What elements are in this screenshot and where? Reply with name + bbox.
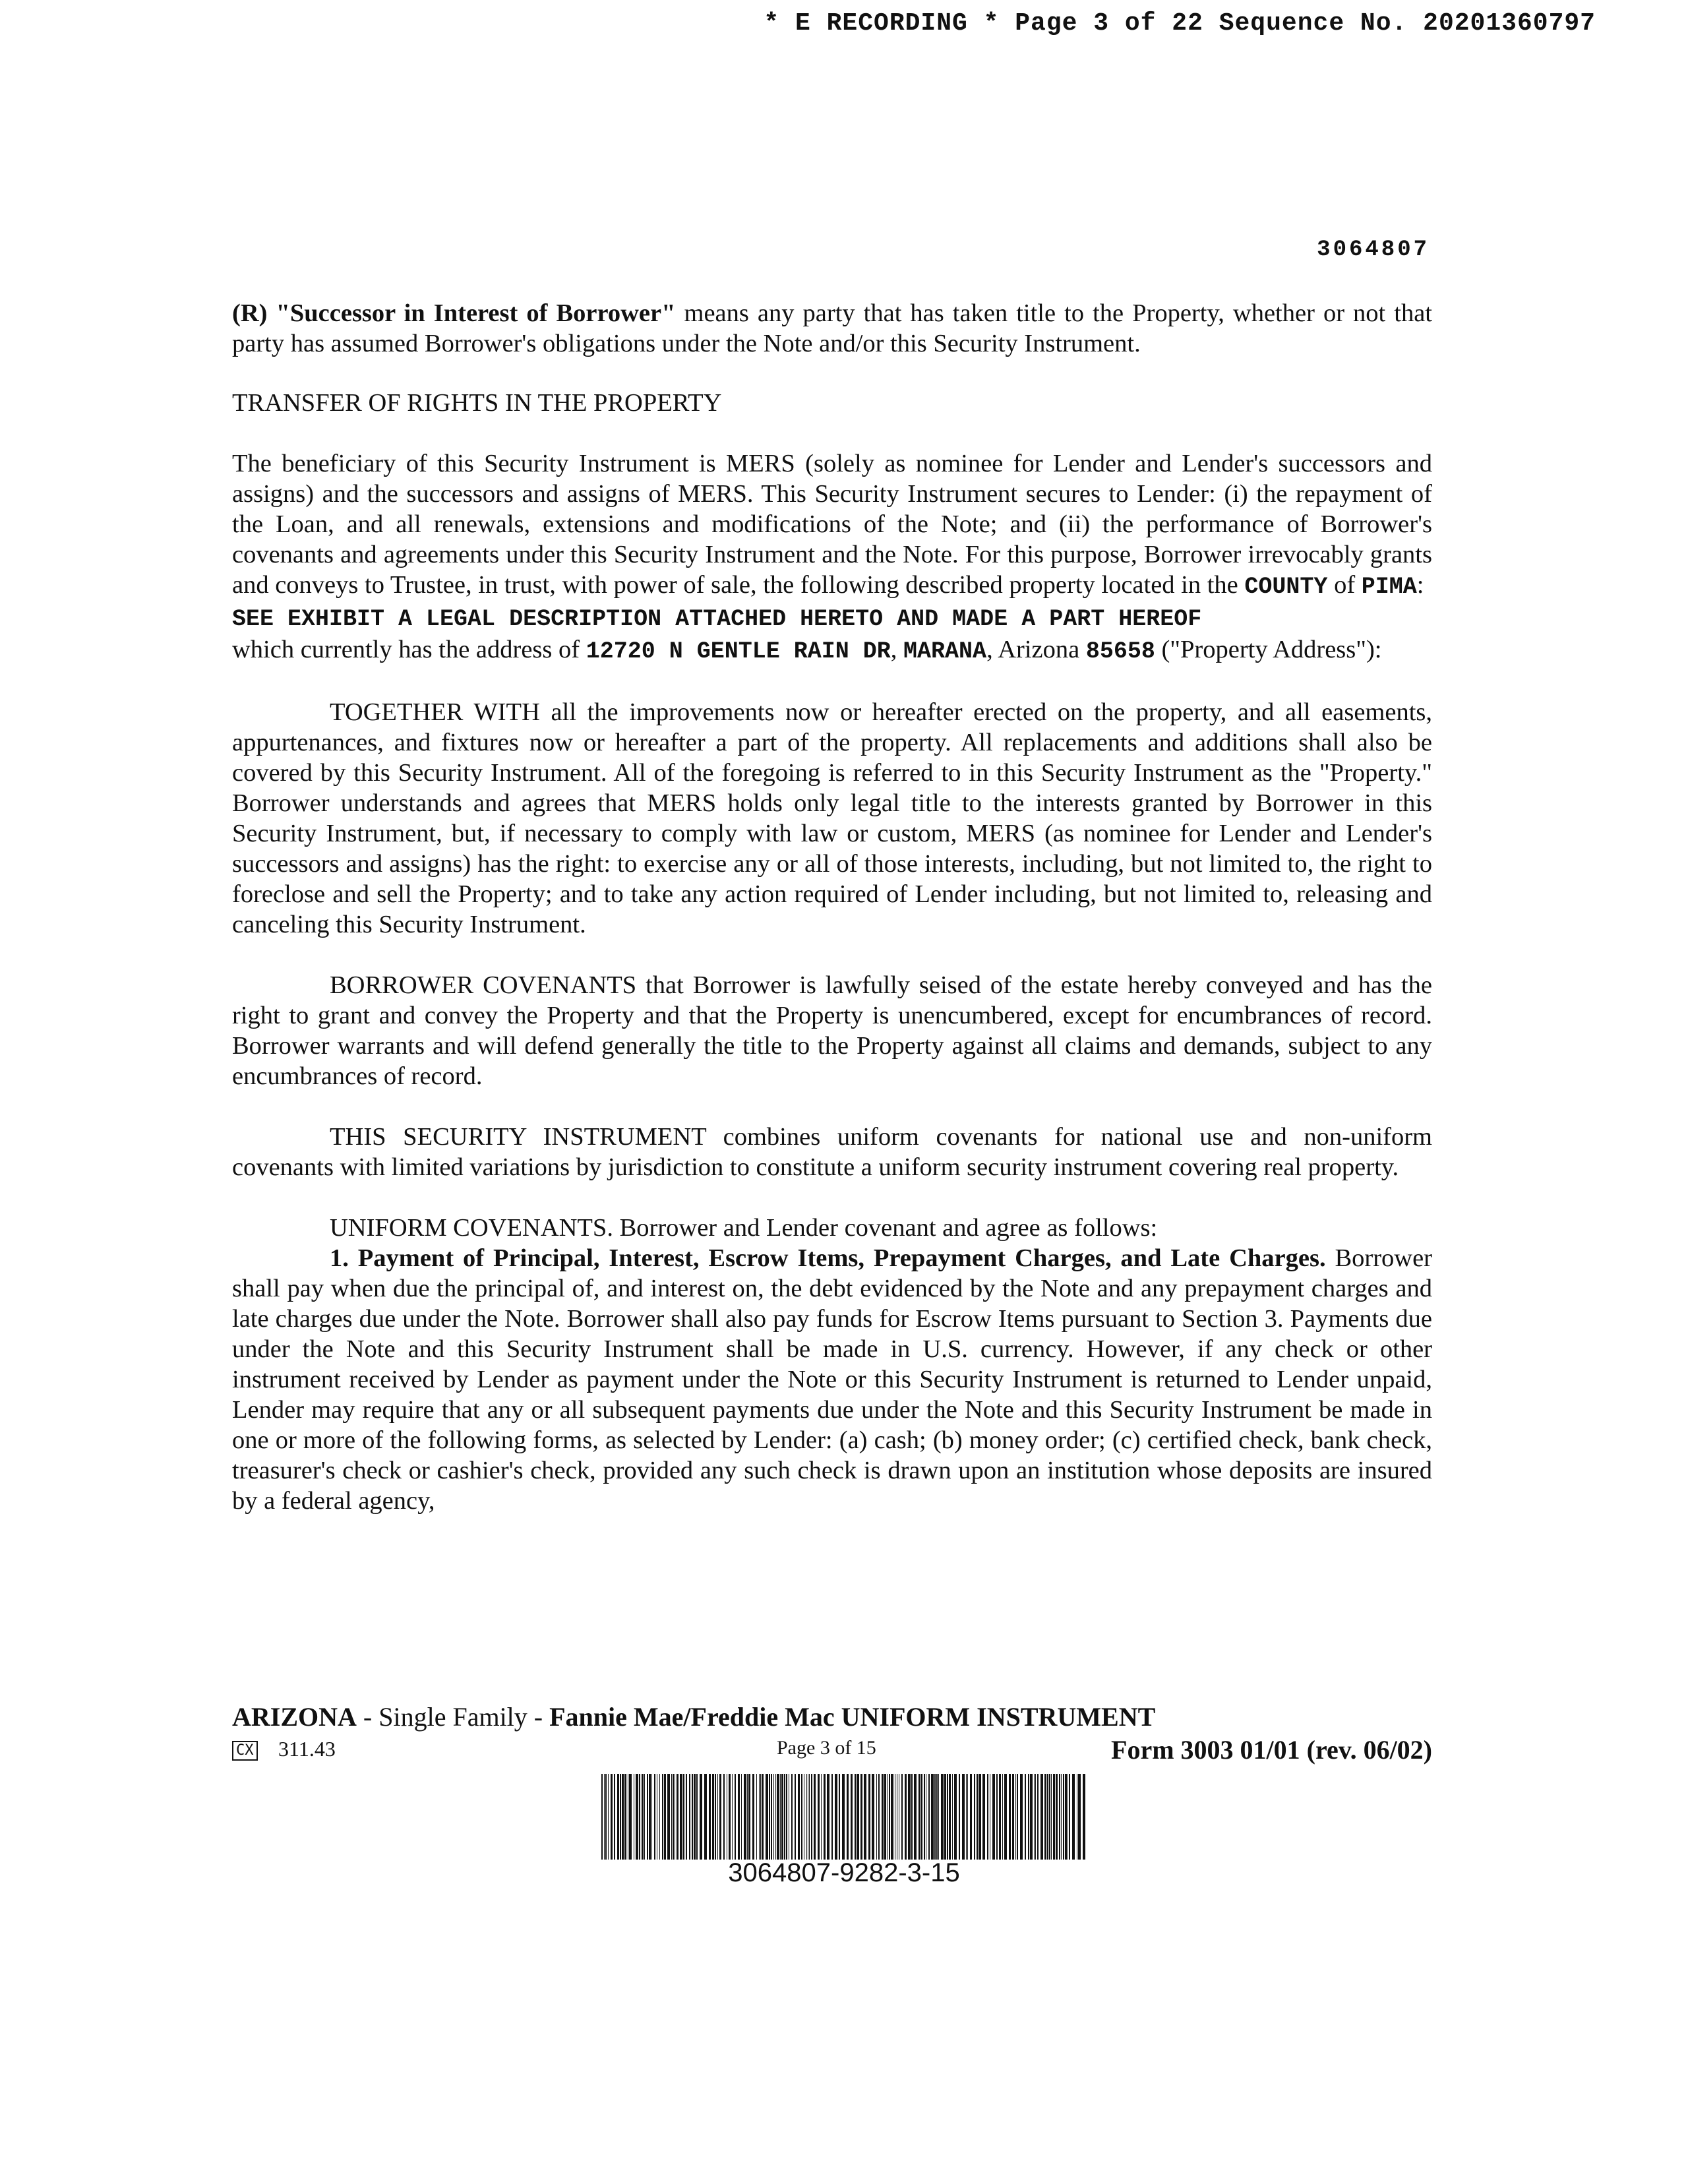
barcode-bar (649, 1774, 651, 1860)
barcode-bar (996, 1774, 998, 1860)
cx-logo: CX (232, 1741, 258, 1761)
barcode-bar (908, 1774, 911, 1860)
barcode-bar (786, 1774, 787, 1860)
barcode-bar (667, 1774, 670, 1860)
barcode-bar (801, 1774, 802, 1860)
barcode-bar (692, 1774, 693, 1860)
barcode-bar (982, 1774, 985, 1860)
barcode-bar (1025, 1774, 1026, 1860)
barcode-bar (689, 1774, 690, 1860)
barcode-bar (605, 1774, 607, 1860)
county-label: COUNTY (1244, 574, 1328, 600)
barcode-bar (760, 1774, 761, 1860)
barcode-bar (795, 1774, 796, 1860)
barcode-bar (1049, 1774, 1050, 1860)
barcode-bar (987, 1774, 988, 1860)
barcode-text: 3064807-9282-3-15 (728, 1858, 960, 1887)
legal-description: SEE EXHIBIT A LEGAL DESCRIPTION ATTACHED HERETO AND MADE A PART HEREOF (232, 606, 1202, 632)
footer-sep: - Single Family - (356, 1702, 550, 1732)
loan-number: 3064807 (1317, 237, 1430, 262)
barcode-bar (999, 1774, 1001, 1860)
footer-code: 311.43 (278, 1737, 336, 1761)
uniform-covenants-line: UNIFORM COVENANTS. Borrower and Lender covenant and agree as follows: (330, 1214, 1158, 1242)
barcode-bar (694, 1774, 696, 1860)
section-1-text: Borrower shall pay when due the principal of, and interest on, the debt evidenced by the Note and any prepayment charges and late charges due under the Note. Borrower shall also pay funds for Escrow Items pursuant to Section 3. Payments due under the Note and this Security Instrument shall be made in U.S. currency. However, if any check or other instrument received by Lender as payment under the Note or this Security Instrument is returned to Lender unpaid, Lender may require that any or all subsequent payments due under the Note and this Security Instrument be made in one or more of the following forms, as selected by Lender: (a) cash; (b) money order; (c) certified check, bank check, treasurer's check or cashier's check, provided any such check is drawn upon an institution whose deposits are insured by a federal agency, (232, 1244, 1432, 1515)
barcode-bar (967, 1774, 968, 1860)
section-r-label: (R) "Successor in Interest of Borrower" (232, 299, 676, 327)
barcode-bar (735, 1774, 736, 1860)
barcode-bar (741, 1774, 742, 1860)
barcode-image (601, 1774, 1087, 1860)
barcode-bar (1020, 1774, 1023, 1860)
barcode-bar (887, 1774, 888, 1860)
transfer-heading: TRANSFER OF RIGHTS IN THE PROPERTY (232, 389, 722, 417)
barcode-bar (704, 1774, 707, 1860)
barcode-bar (644, 1774, 645, 1860)
barcode-bar (611, 1774, 613, 1860)
barcode-bar (784, 1774, 785, 1860)
barcode-bar (798, 1774, 800, 1860)
barcode-bar (752, 1774, 754, 1860)
colon: : (1416, 571, 1424, 599)
barcode-bar (717, 1774, 718, 1860)
barcode-bar (824, 1774, 826, 1860)
barcode-bar (748, 1774, 750, 1860)
barcode-bar (781, 1774, 783, 1860)
barcode-bar (977, 1774, 978, 1860)
barcode-bar (941, 1774, 944, 1860)
barcode-bar (1083, 1774, 1085, 1860)
section-r-text: means any party that has taken title to the Property, whether or not that party has assumed Borrower's obligations under the Note and/or this Security Instrument. (232, 299, 1433, 357)
barcode-bar (952, 1774, 953, 1860)
barcode-bar (931, 1774, 934, 1860)
barcode-bar (664, 1774, 666, 1860)
address-intro: which currently has the address of (232, 636, 586, 663)
barcode-bar (1069, 1774, 1070, 1860)
barcode-bar (821, 1774, 822, 1860)
barcode-bar (878, 1774, 880, 1860)
barcode-bar (1053, 1774, 1055, 1860)
barcode-bar (604, 1774, 605, 1860)
barcode-bar (732, 1774, 733, 1860)
section-1-heading: 1. Payment of Principal, Interest, Escrow Items, Prepayment Charges, and Late Charges. (330, 1244, 1326, 1272)
barcode-bar (642, 1774, 644, 1860)
barcode-bar (872, 1774, 874, 1860)
barcode-bar (857, 1774, 859, 1860)
barcode-bar (806, 1774, 807, 1860)
barcode-bar (744, 1774, 746, 1860)
county-name: PIMA (1361, 574, 1417, 600)
barcode-bar (938, 1774, 939, 1860)
barcode-bar (696, 1774, 698, 1860)
barcode-bar (1034, 1774, 1035, 1860)
barcode-bar (1030, 1774, 1033, 1860)
barcode-bar (1044, 1774, 1046, 1860)
barcode-bar (620, 1774, 621, 1860)
barcode-bar (979, 1774, 981, 1860)
barcode-bar (901, 1774, 903, 1860)
barcode-bar (936, 1774, 938, 1860)
barcode-bar (659, 1774, 660, 1860)
barcode-bar (709, 1774, 711, 1860)
recording-header: * E RECORDING * Page 3 of 22 Sequence No. 20201360797 (764, 9, 1596, 38)
barcode-bar (1002, 1774, 1003, 1860)
barcode-bar (775, 1774, 776, 1860)
footer-instrument: Fannie Mae/Freddie Mac UNIFORM INSTRUMENT (549, 1702, 1156, 1732)
borrower-covenants-paragraph: BORROWER COVENANTS that Borrower is lawfully seised of the estate hereby conveyed and has the right to grant and convey the Property and that the Property is unencumbered, except for encumbrances of record. Borrower warrants and will defend generally the title to the Property against all claims and demands, subject to any encumbrances of record. (232, 971, 1432, 1090)
barcode-bar (608, 1774, 609, 1860)
barcode-bar (1015, 1774, 1016, 1860)
barcode-bar (715, 1774, 716, 1860)
barcode-bar (924, 1774, 925, 1860)
barcode-bar (1063, 1774, 1064, 1860)
barcode-bar (811, 1774, 812, 1860)
street-address: 12720 N GENTLE RAIN DR (586, 638, 891, 665)
barcode-bar (868, 1774, 870, 1860)
beneficiary-text: The beneficiary of this Security Instrument is MERS (solely as nominee for Lender and Lender's successors and assigns) and the successors and assigns of MERS. This Security Instrument secures to Lender: (i) the repayment of the Loan, and all renewals, extensions and modifications of the Note; and (ii) the performance of Borrower's covenants and agreements under this Security Instrument and the Note. For this purpose, Borrower irrevocably grants and conveys to Trustee, in trust, with power of sale, the following described property located in the (232, 450, 1432, 599)
barcode-bar (1004, 1774, 1007, 1860)
barcode-bar (614, 1774, 615, 1860)
address-outro: ("Property Address"): (1155, 636, 1382, 663)
barcode-bar (809, 1774, 810, 1860)
comma: , (890, 636, 904, 663)
barcode-bar (928, 1774, 930, 1860)
barcode-bar (814, 1774, 816, 1860)
city: MARANA (903, 638, 987, 665)
barcode-bar (654, 1774, 655, 1860)
barcode-bar (712, 1774, 714, 1860)
barcode-bar (673, 1774, 674, 1860)
barcode-bar (773, 1774, 774, 1860)
barcode-bar (918, 1774, 919, 1860)
barcode-bar (601, 1774, 603, 1860)
barcode-bar (992, 1774, 995, 1860)
document-body (232, 298, 1432, 1516)
barcode-bar (624, 1774, 626, 1860)
barcode-bar (1065, 1774, 1067, 1860)
barcode-bar (970, 1774, 972, 1860)
barcode-bar (839, 1774, 840, 1860)
barcode-bar (905, 1774, 907, 1860)
barcode-bar (974, 1774, 975, 1860)
barcode-bar (827, 1774, 829, 1860)
barcode-bar (771, 1774, 772, 1860)
barcode-bar (622, 1774, 624, 1860)
barcode-bar (791, 1774, 793, 1860)
section-r (232, 298, 1432, 359)
barcode-bar (683, 1774, 684, 1860)
barcode-bar (1059, 1774, 1060, 1860)
beneficiary-paragraph (232, 448, 1432, 667)
barcode-bar (762, 1774, 764, 1860)
barcode-bar (919, 1774, 920, 1860)
barcode-bar (882, 1774, 884, 1860)
section-1 (232, 1243, 1432, 1516)
barcode-bar (1012, 1774, 1014, 1860)
barcode-bar (639, 1774, 640, 1860)
barcode-bar (636, 1774, 638, 1860)
barcode-bar (934, 1774, 936, 1860)
barcode-bar (847, 1774, 849, 1860)
of-word: of (1327, 571, 1362, 599)
barcode-bar (1037, 1774, 1039, 1860)
footer-form: Form 3003 01/01 (rev. 06/02) (1111, 1735, 1432, 1765)
barcode-bar (914, 1774, 917, 1860)
barcode-bar (662, 1774, 663, 1860)
barcode-bar (651, 1774, 652, 1860)
barcode-bar (671, 1774, 672, 1860)
barcode-bar (1056, 1774, 1058, 1860)
footer-title (232, 1701, 1155, 1732)
barcode-bar (831, 1774, 833, 1860)
barcode-bar (680, 1774, 682, 1860)
barcode-bar (719, 1774, 721, 1860)
barcode-bar (891, 1774, 893, 1860)
barcode-bar (756, 1774, 757, 1860)
this-instrument-paragraph: THIS SECURITY INSTRUMENT combines uniform covenants for national use and non-uniform covenants with limited variations by jurisdiction to constitute a uniform security instrument covering real property. (232, 1123, 1432, 1181)
footer-state: ARIZONA (232, 1702, 357, 1732)
barcode-bar (777, 1774, 779, 1860)
barcode-bar (921, 1774, 922, 1860)
barcode-bar (944, 1774, 946, 1860)
barcode-bar (686, 1774, 687, 1860)
barcode-bar (1061, 1774, 1062, 1860)
barcode-bar (617, 1774, 619, 1860)
barcode-bar (700, 1774, 702, 1860)
barcode-bar (1072, 1774, 1075, 1860)
barcode-bar (629, 1774, 632, 1860)
barcode-bar (860, 1774, 862, 1860)
barcode-bar (835, 1774, 837, 1860)
barcode-bar (780, 1774, 781, 1860)
barcode-bar (677, 1774, 678, 1860)
barcode-bar (729, 1774, 731, 1860)
barcode-bar (947, 1774, 948, 1860)
barcode-bar (959, 1774, 960, 1860)
barcode-bar (759, 1774, 760, 1860)
barcode-bar (889, 1774, 890, 1860)
barcode-bar (851, 1774, 853, 1860)
barcode-bar (647, 1774, 648, 1860)
barcode-bar (1051, 1774, 1052, 1860)
barcode-bar (884, 1774, 886, 1860)
barcode-bar (954, 1774, 957, 1860)
barcode-bar (1017, 1774, 1018, 1860)
barcode-bar (949, 1774, 951, 1860)
barcode-bar (855, 1774, 856, 1860)
barcode-bar (966, 1774, 967, 1860)
barcode-bar (911, 1774, 913, 1860)
together-with-paragraph: TOGETHER WITH all the improvements now or hereafter erected on the property, and all easements, appurtenances, and fixtures now or hereafter a part of the property. All replacements and additions shall also be covered by this Security Instrument. All of the foregoing is referred to in this Security Instrument as the "Property." Borrower understands and agrees that MERS holds only legal title to the interests granted by Borrower in this Security Instrument, but, if necessary to comply with law or custom, MERS (as nominee for Lender and Lender's successors and assigns) has the right: to exercise any or all of those interests, including, but not limited to, the right to foreclose and sell the Property; and to take any action required of Lender including, but not limited to, releasing and canceling this Security Instrument. (232, 698, 1432, 938)
barcode-bar (723, 1774, 725, 1860)
barcode-bar (1035, 1774, 1036, 1860)
barcode-bar (1078, 1774, 1081, 1860)
barcode-bar (842, 1774, 845, 1860)
barcode-bar (1047, 1774, 1048, 1860)
barcode-bar (769, 1774, 770, 1860)
state: , Arizona (986, 636, 1086, 663)
footer-page: Page 3 of 15 (777, 1737, 876, 1759)
barcode-bar (962, 1774, 965, 1860)
barcode-bar (766, 1774, 768, 1860)
barcode-bar (864, 1774, 866, 1860)
barcode-bar (1040, 1774, 1043, 1860)
barcode-bar (818, 1774, 820, 1860)
footer-row (232, 1737, 1432, 1770)
barcode-bar (1028, 1774, 1029, 1860)
barcode-bar (747, 1774, 748, 1860)
barcode-bar (876, 1774, 877, 1860)
barcode-bar (738, 1774, 740, 1860)
barcode-bar (1009, 1774, 1011, 1860)
zip: 85658 (1085, 638, 1155, 665)
